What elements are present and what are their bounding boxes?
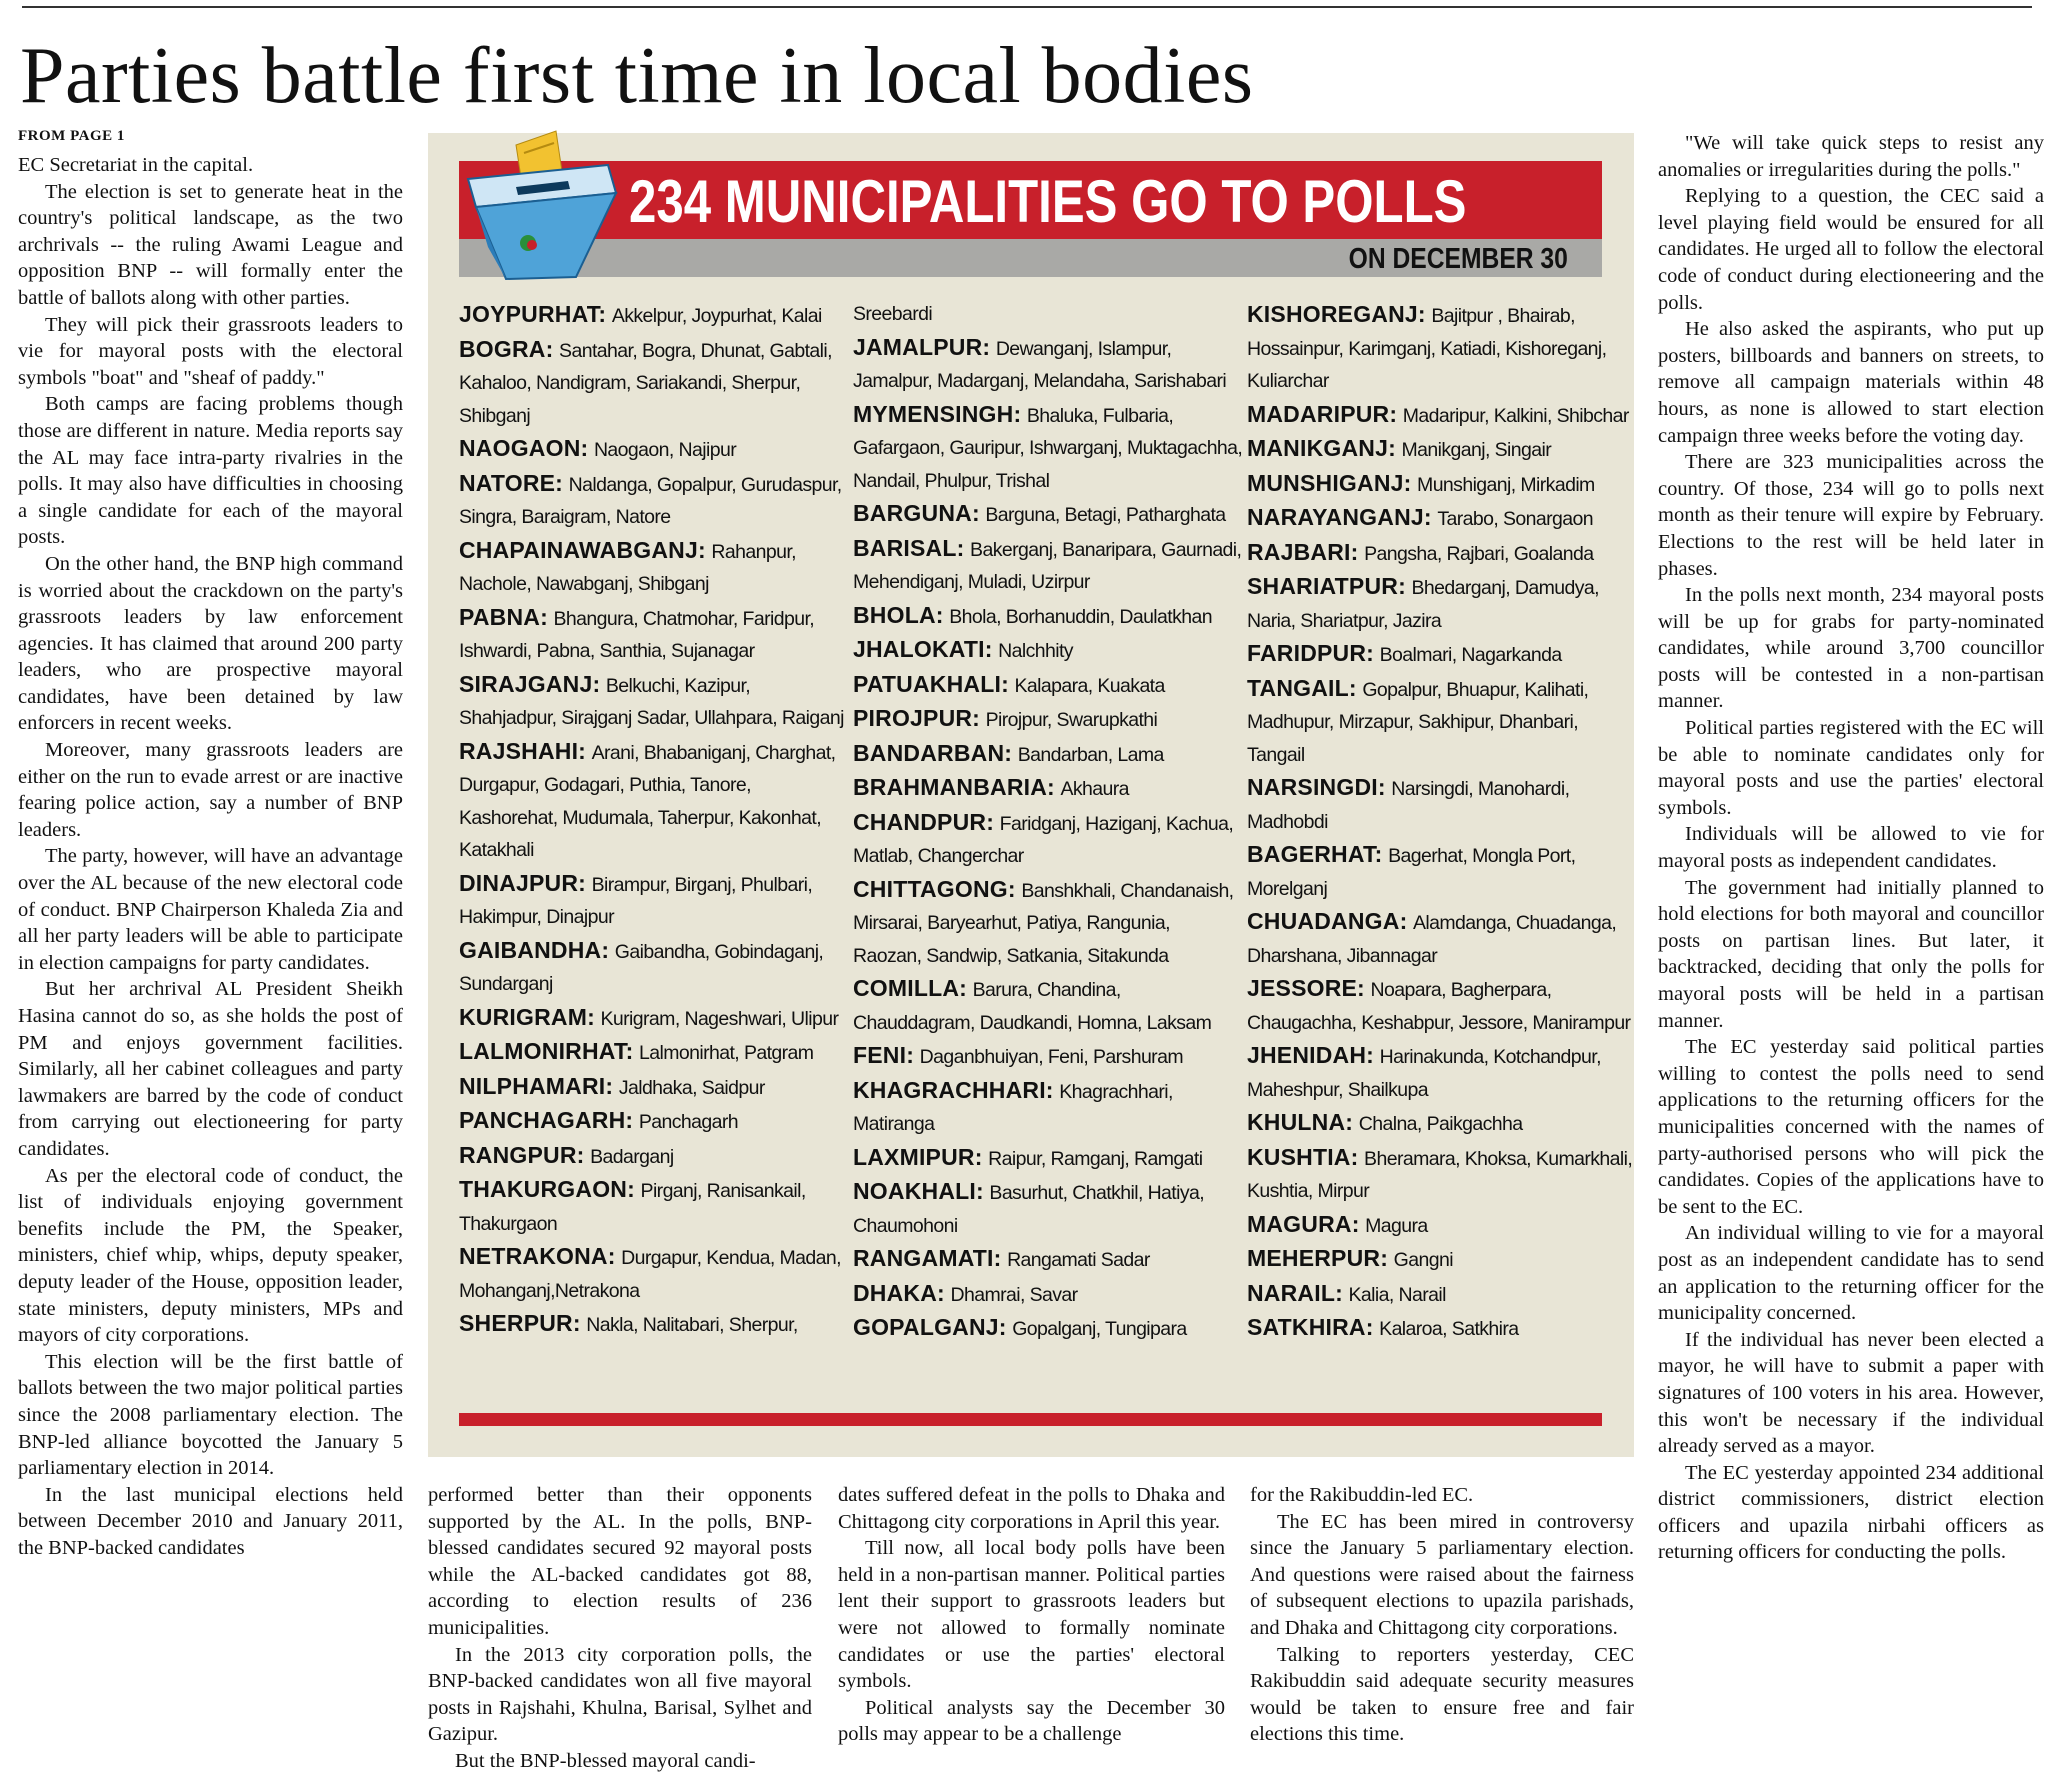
district-entry	[1247, 1141, 1637, 1208]
district-entry	[1247, 536, 1637, 571]
district-entry	[459, 298, 849, 333]
district-name: NOAKHALI:	[853, 1178, 984, 1204]
district-entry	[1247, 672, 1637, 772]
district-name: KURIGRAM:	[459, 1003, 595, 1030]
paragraph: But the BNP-blessed mayoral candi-	[455, 1749, 756, 1772]
district-name: BANDARBAN:	[853, 739, 1013, 766]
district-entry	[1247, 570, 1637, 637]
district-name: SHERPUR:	[459, 1310, 581, 1336]
district-name: LAXMIPUR:	[853, 1143, 983, 1170]
district-entry	[853, 398, 1243, 498]
municipality-list: Munshiganj, Mirkadim	[1417, 473, 1595, 496]
paragraph: EC Secretariat in the capital.	[18, 154, 254, 176]
district-name: MEHERPUR:	[1247, 1245, 1389, 1271]
municipality-list: Noapara, Bagherpara, Chaugachha, Keshabpur, Jessore, Manirampur	[1247, 979, 1631, 1034]
paragraph: "We will take quick steps to resist any anomalies or irregularities during the polls."	[1658, 132, 2044, 181]
district-entry	[1247, 771, 1637, 838]
district-entry	[459, 1139, 849, 1174]
district-name: CHAPAINAWABGANJ:	[459, 536, 706, 563]
municipality-list: Madaripur, Kalkini, Shibchar	[1402, 404, 1629, 427]
district-name: JHALOKATI:	[853, 636, 993, 662]
municipality-list: Naldanga, Gopalpur, Gurudaspur, Singra, Baraigram, Natore	[459, 473, 842, 528]
district-name: RANGPUR:	[459, 1141, 585, 1168]
municipality-list: Akkelpur, Joypurhat, Kalai	[611, 305, 822, 327]
district-name: JHENIDAH:	[1247, 1042, 1375, 1068]
municipality-list: Boalmari, Nagarkanda	[1379, 644, 1562, 666]
municipalities-infobox	[428, 133, 1634, 1457]
municipality-list: Akhaura	[1060, 778, 1129, 800]
municipality-list: Gangni	[1393, 1249, 1453, 1271]
district-entry	[853, 1311, 1243, 1346]
article-column-left	[18, 130, 403, 1561]
district-name: KUSHTIA:	[1247, 1143, 1359, 1170]
paragraph: dates suffered defeat in the polls to Dhaka and Chittagong city corporations in April this year.	[838, 1484, 1225, 1533]
infobox-subbar	[459, 239, 1602, 277]
municipality-list: Belkuchi, Kazipur, Shahjadpur, Sirajganj Sadar, Ullahpara, Raiganj	[459, 674, 844, 729]
municipality-list: Raipur, Ramganj, Ramgati	[988, 1147, 1203, 1170]
district-entry	[459, 668, 849, 735]
municipality-list: Basurhut, Chatkhil, Hatiya, Chaumohoni	[853, 1182, 1205, 1237]
district-name: GAIBANDHA:	[459, 936, 610, 963]
article-column-bottom-2	[838, 1482, 1225, 1748]
district-name: NILPHAMARI:	[459, 1072, 614, 1099]
district-name: DHAKA:	[853, 1279, 945, 1306]
district-entry	[853, 668, 1243, 703]
paragraph: Till now, all local body polls have been held in a non-partisan manner. Political parties lent their support to grassroots leaders but were not allowed to formally nominate candidates or use the parties' electoral symbols.	[838, 1537, 1225, 1693]
district-name: BARGUNA:	[853, 500, 980, 526]
district-name: KISHOREGANJ:	[1247, 301, 1426, 327]
municipality-list: Durgapur, Kendua, Madan, Mohanganj,Netrakona	[459, 1247, 841, 1302]
district-name: BRAHMANBARIA:	[853, 774, 1055, 800]
infobox-title: 234 MUNICIPALITIES GO TO POLLS	[629, 168, 1467, 235]
district-entry	[1247, 905, 1637, 972]
district-name: NAOGAON:	[459, 435, 589, 461]
municipality-list: Harinakunda, Kotchandpur, Maheshpur, Shailkupa	[1247, 1046, 1601, 1101]
district-name: RAJSHAHI:	[459, 737, 587, 764]
district-entry	[459, 735, 849, 867]
municipality-list: Bajitpur , Bhairab, Hossainpur, Karimganj, Katiadi, Kishoreganj, Kuliarchar	[1247, 305, 1607, 392]
kicker: FROM PAGE 1	[18, 128, 125, 144]
district-name: MAGURA:	[1247, 1210, 1360, 1237]
district-name: PIROJPUR:	[853, 705, 981, 731]
district-name: NARSINGDI:	[1247, 774, 1386, 800]
municipality-list: Bhedarganj, Damudya, Naria, Shariatpur, Jazira	[1247, 577, 1599, 632]
paragraph: On the other hand, the BNP high command is worried about the crackdown on the party's grassroots leaders by law enforcement agencies. It has claimed that around 200 party leaders, who are prospective mayoral candidates, have been detained by law enforcers in recent weeks.	[18, 552, 403, 735]
paragraph: Replying to a question, the CEC said a level playing field would be ensured for all candidates. He urged all to follow the electoral code of conduct during electioneering and the polls.	[1658, 185, 2044, 314]
paragraph: performed better than their opponents supported by the AL. In the polls, BNP-blessed candidates secured 92 mayoral posts while the AL-backed candidates got 88, according to election results of 236 municipalities.	[428, 1484, 812, 1639]
district-name: SIRAJGANJ:	[459, 670, 601, 697]
municipality-list: Khagrachhari, Matiranga	[853, 1080, 1173, 1135]
district-name: CHITTAGONG:	[853, 875, 1016, 902]
municipality-list: Bhola, Borhanuddin, Daulatkhan	[949, 605, 1212, 628]
municipality-list: Bhangura, Chatmohar, Faridpur, Ishwardi, Pabna, Santhia, Sujanagar	[459, 607, 815, 662]
district-entry	[459, 432, 849, 467]
paragraph: The EC yesterday appointed 234 additional district commissioners, district election officers and upazila nirbahi officers as returning officers for conducting the polls.	[1658, 1461, 2044, 1564]
municipality-list: Nakla, Nalitabari, Sherpur,	[586, 1314, 798, 1336]
paragraph: He also asked the aspirants, who put up posters, billboards and banners on streets, to remove all campaign materials within 48 hours, as none is allowed to start election campaign three weeks before the voting day.	[1658, 318, 2044, 447]
paragraph: This election will be the first battle of ballots between the two major political parties since the 2008 parliamentary election. The BNP-led alliance boycotted the January 5 parliamentary election in 2014.	[18, 1350, 403, 1480]
municipality-list: Alamdanga, Chuadanga, Dharshana, Jibannagar	[1247, 912, 1617, 967]
district-entry	[853, 1277, 1243, 1312]
district-name: CHANDPUR:	[853, 808, 995, 835]
district-entry	[459, 867, 849, 934]
district-entry	[1247, 838, 1637, 905]
district-entry	[1247, 1039, 1637, 1106]
municipality-list: Gopalpur, Bhuapur, Kalihati, Madhupur, Mirzapur, Sakhipur, Dhanbari, Tangail	[1247, 678, 1589, 766]
municipality-list: Bagerhat, Mongla Port, Morelganj	[1247, 845, 1576, 900]
district-entry	[1247, 1277, 1637, 1312]
paragraph: An individual willing to vie for a mayoral post as an independent candidate has to send an application to the returning officer for the municipality concerned.	[1658, 1222, 2044, 1325]
district-name: MYMENSINGH:	[853, 400, 1022, 427]
district-name: PABNA:	[459, 603, 548, 630]
district-name: PANCHAGARH:	[459, 1107, 634, 1133]
municipality-list: Pangsha, Rajbari, Goalanda	[1364, 542, 1594, 565]
municipality-list: Jaldhaka, Saidpur	[618, 1076, 765, 1099]
district-entry	[1247, 1311, 1637, 1346]
district-column-3	[1247, 298, 1637, 1346]
paragraph: As per the electoral code of conduct, the list of individuals enjoying government benefits include the PM, the Speaker, ministers, chief whip, whips, deputy speaker, deputy leader of the House, opposition leader, state ministers, deputy ministers, MPs and mayors of city corporations.	[18, 1164, 403, 1347]
district-entry	[1247, 467, 1637, 502]
municipality-list: Panchagarh	[638, 1111, 738, 1133]
district-column-1	[459, 298, 849, 1342]
district-name: CHUADANGA:	[1247, 908, 1408, 934]
paragraph: for the Rakibuddin-led EC.	[1250, 1484, 1474, 1506]
municipality-list: Kalaroa, Satkhira	[1379, 1318, 1519, 1340]
district-entry	[1247, 1208, 1637, 1243]
district-entry	[459, 1001, 849, 1036]
paragraph: The EC has been mired in controversy since the January 5 parliamentary election. And questions were raised about the fairness of subsequent elections to upazila parishads, and Dhaka and Chittagong city corporations.	[1250, 1510, 1634, 1639]
district-name: MADARIPUR:	[1247, 400, 1398, 427]
district-name: BHOLA:	[853, 601, 944, 628]
municipality-list: Gaibandha, Gobindaganj, Sundarganj	[459, 940, 824, 995]
district-name: JESSORE:	[1247, 975, 1365, 1001]
district-entry	[853, 497, 1243, 532]
district-entry	[853, 806, 1243, 873]
municipality-list: Rangamati Sadar	[1007, 1249, 1150, 1271]
paragraph: The EC yesterday said political parties willing to contest the polls need to send applications to the returning officers for the municipalities concerned with the names of party-authorised persons who will pick the candidates. Copies of the applications have to be sent to the EC.	[1658, 1036, 2044, 1218]
municipality-list: Kurigram, Nageshwari, Ulipur	[600, 1007, 839, 1030]
paragraph: The election is set to generate heat in the country's political landscape, as the two archrivals -- the ruling Awami League and opposition BNP -- will formally enter the battle of ballots along with other parties.	[18, 180, 403, 309]
district-name: TANGAIL:	[1247, 674, 1357, 701]
district-entry	[853, 737, 1243, 772]
district-entry	[853, 1039, 1243, 1074]
district-entry	[459, 1035, 849, 1070]
municipality-list: Nalchhity	[998, 640, 1073, 662]
district-name: THAKURGAON:	[459, 1176, 635, 1202]
infobox-bottom-bar	[459, 1413, 1602, 1426]
municipality-list: Kalia, Narail	[1348, 1283, 1446, 1306]
municipality-list: Bhaluka, Fulbaria, Gafargaon, Gauripur, Ishwarganj, Muktagachha, Nandail, Phulpur, Trishal	[853, 404, 1243, 492]
article-column-bottom-3	[1250, 1482, 1634, 1748]
district-name: LALMONIRHAT:	[459, 1038, 634, 1064]
municipality-list: Dewanganj, Islampur, Jamalpur, Madarganj, Melandaha, Sarishabari	[853, 337, 1227, 392]
district-entry	[853, 1141, 1243, 1176]
district-entry	[459, 1173, 849, 1240]
district-name: NETRAKONA:	[459, 1243, 616, 1269]
municipality-list: Narsingdi, Manohardi, Madhobdi	[1247, 778, 1570, 833]
paragraph: Individuals will be allowed to vie for mayoral posts as independent candidates.	[1658, 823, 2044, 873]
municipality-list: Sreebardi	[853, 303, 933, 325]
article-column-right	[1658, 130, 2044, 1566]
district-entry	[459, 534, 849, 601]
district-name: JAMALPUR:	[853, 333, 991, 360]
ballot-box-icon	[458, 127, 628, 283]
district-entry	[1247, 432, 1637, 467]
municipality-list: Faridganj, Haziganj, Kachua, Matlab, Changerchar	[853, 812, 1234, 867]
district-entry	[1247, 298, 1637, 398]
paragraph: But her archrival AL President Sheikh Hasina cannot do so, as she holds the post of PM and enjoys government facilities. Similarly, all her cabinet colleagues and party lawmakers are barred by the code of conduct from carrying out electioneering for party candidates.	[18, 978, 403, 1160]
infobox-subtitle: ON DECEMBER 30	[1348, 243, 1568, 275]
municipality-list: Badarganj	[590, 1145, 674, 1168]
district-entry	[853, 331, 1243, 398]
municipality-list: Birampur, Birganj, Phulbari, Hakimpur, Dinajpur	[459, 873, 813, 928]
district-name: RAJBARI:	[1247, 538, 1359, 565]
district-name: FARIDPUR:	[1247, 640, 1375, 666]
district-name: DINAJPUR:	[459, 869, 587, 896]
district-entry	[1247, 972, 1637, 1039]
municipality-list: Barguna, Betagi, Patharghata	[985, 504, 1226, 526]
paragraph: There are 323 municipalities across the country. Of those, 234 will go to polls next month as their tenure will expire by February. Elections to the rest will be held later in phases.	[1658, 451, 2044, 580]
district-name: SATKHIRA:	[1247, 1314, 1374, 1340]
district-entry	[853, 1074, 1243, 1141]
municipality-list: Bandarban, Lama	[1017, 743, 1164, 766]
paragraph: Both camps are facing problems though those are different in nature. Media reports say the AL may face intra-party rivalries in the polls. It may also have difficulties in choosing a single candidate for each of the mayoral posts.	[18, 393, 403, 549]
municipality-list: Banshkhali, Chandanaish, Mirsarai, Baryearhut, Patiya, Rangunia, Raozan, Sandwip, Satkania, Sitakunda	[853, 879, 1234, 967]
district-entry	[459, 1070, 849, 1105]
district-entry	[853, 599, 1243, 634]
paragraph: If the individual has never been elected a mayor, he will have to submit a paper with signatures of 100 voters in his area. However, this won't be necessary if the individual already served as a mayor.	[1658, 1328, 2044, 1458]
municipality-list: Manikganj, Singair	[1401, 439, 1552, 461]
paragraph: The party, however, will have an advantage over the AL because of the new electoral code of conduct. BNP Chairperson Khaleda Zia and all her party leaders will be able to participate in election campaigns for party candidates.	[18, 845, 403, 974]
infobox-banner	[459, 161, 1602, 239]
municipality-list: Bakerganj, Banaripara, Gaurnadi, Mehendiganj, Muladi, Uzirpur	[853, 538, 1242, 593]
municipality-list: Pirganj, Ranisankail, Thakurgaon	[459, 1180, 806, 1235]
municipality-list: Kalapara, Kuakata	[1014, 674, 1165, 697]
district-name: NATORE:	[459, 469, 564, 496]
district-name: NARAIL:	[1247, 1279, 1343, 1306]
district-name: BAGERHAT:	[1247, 841, 1383, 867]
district-entry	[853, 298, 1243, 331]
district-name: BOGRA:	[459, 335, 554, 362]
municipality-list: Rahanpur, Nachole, Nawabganj, Shibganj	[459, 540, 796, 595]
district-entry	[459, 1104, 849, 1139]
district-entry	[853, 771, 1243, 806]
district-name: GOPALGANJ:	[853, 1314, 1007, 1340]
district-entry	[853, 1175, 1243, 1242]
district-name: BARISAL:	[853, 534, 965, 561]
district-name: JOYPURHAT:	[459, 301, 607, 327]
municipality-list: Tarabo, Sonargaon	[1437, 508, 1593, 530]
district-entry	[1247, 637, 1637, 672]
district-name: KHAGRACHHARI:	[853, 1076, 1054, 1103]
paragraph: They will pick their grassroots leaders to vie for mayoral posts with the electoral symbols "boat" and "sheaf of paddy."	[18, 313, 403, 389]
district-entry	[459, 601, 849, 668]
municipality-list: Pirojpur, Swarupkathi	[985, 709, 1158, 731]
district-entry	[853, 702, 1243, 737]
paragraph: In the last municipal elections held between December 2010 and January 2011, the BNP-backed candidates	[18, 1483, 403, 1559]
district-entry	[1247, 1242, 1637, 1277]
district-entry	[853, 532, 1243, 599]
district-name: RANGAMATI:	[853, 1245, 1002, 1271]
district-name: SHARIATPUR:	[1247, 573, 1406, 599]
district-entry	[853, 873, 1243, 973]
district-name: NARAYANGANJ:	[1247, 504, 1432, 530]
municipality-list: Daganbhuiyan, Feni, Parshuram	[919, 1046, 1183, 1068]
paragraph: In the polls next month, 234 mayoral posts will be up for grabs for party-nominated candidates, while around 3,700 councillor posts will be contested in a non-partisan manner.	[1658, 584, 2044, 713]
district-entry	[1247, 1106, 1637, 1141]
municipality-list: Naogaon, Najipur	[593, 439, 737, 461]
paragraph: Moreover, many grassroots leaders are either on the run to evade arrest or are inactive fearing police action, say a number of BNP leaders.	[18, 739, 403, 841]
municipality-list: Magura	[1365, 1214, 1428, 1237]
top-rule	[22, 6, 2032, 8]
municipality-list: Gopalganj, Tungipara	[1012, 1318, 1187, 1340]
district-entry	[1247, 398, 1637, 433]
district-entry	[459, 467, 849, 534]
municipality-list: Chalna, Paikgachha	[1358, 1113, 1523, 1135]
municipality-list: Lalmonirhat, Patgram	[639, 1042, 814, 1064]
article-column-bottom-1	[428, 1482, 812, 1775]
municipality-list: Barura, Chandina, Chauddagram, Daudkandi, Homna, Laksam	[853, 979, 1212, 1034]
municipality-list: Arani, Bhabaniganj, Charghat, Durgapur, Godagari, Puthia, Tanore, Kashorehat, Mudumala, Taherpur, Kakonhat, Katakhali	[459, 741, 836, 861]
district-name: MANIKGANJ:	[1247, 435, 1396, 461]
district-entry	[853, 633, 1243, 668]
district-entry	[1247, 501, 1637, 536]
district-entry	[853, 1242, 1243, 1277]
municipality-list: Dhamrai, Savar	[950, 1283, 1078, 1306]
paragraph: The government had initially planned to hold elections for both mayoral and councillor posts on partisan lines. But later, it backtracked, deciding that only the polls for mayoral posts will be held in a partisan manner.	[1658, 876, 2044, 1032]
district-name: PATUAKHALI:	[853, 670, 1009, 697]
municipality-list: Santahar, Bogra, Dhunat, Gabtali, Kahaloo, Nandigram, Sariakandi, Sherpur, Shibganj	[459, 339, 832, 427]
page-headline: Parties battle first time in local bodies	[20, 32, 1254, 120]
municipality-list: Bheramara, Khoksa, Kumarkhali, Kushtia, Mirpur	[1247, 1147, 1633, 1202]
district-name: MUNSHIGANJ:	[1247, 469, 1412, 496]
paragraph: Talking to reporters yesterday, CEC Rakibuddin said adequate security measures would be taken to ensure free and fair elections this time.	[1250, 1643, 1634, 1746]
paragraph: In the 2013 city corporation polls, the BNP-backed candidates won all five mayoral posts in Rajshahi, Khulna, Barisal, Sylhet and Gazipur.	[428, 1643, 812, 1746]
district-entry	[459, 934, 849, 1001]
district-entry	[459, 333, 849, 433]
district-name: COMILLA:	[853, 975, 968, 1001]
district-entry	[459, 1240, 849, 1307]
district-column-2	[853, 298, 1243, 1346]
district-entry	[459, 1307, 849, 1342]
district-name: KHULNA:	[1247, 1109, 1354, 1135]
district-name: FENI:	[853, 1042, 915, 1068]
paragraph: Political analysts say the December 30 polls may appear to be a challenge	[838, 1696, 1225, 1746]
district-entry	[853, 972, 1243, 1039]
paragraph: Political parties registered with the EC will be able to nominate candidates only for mayoral posts and use the parties' electoral symbols.	[1658, 717, 2044, 819]
